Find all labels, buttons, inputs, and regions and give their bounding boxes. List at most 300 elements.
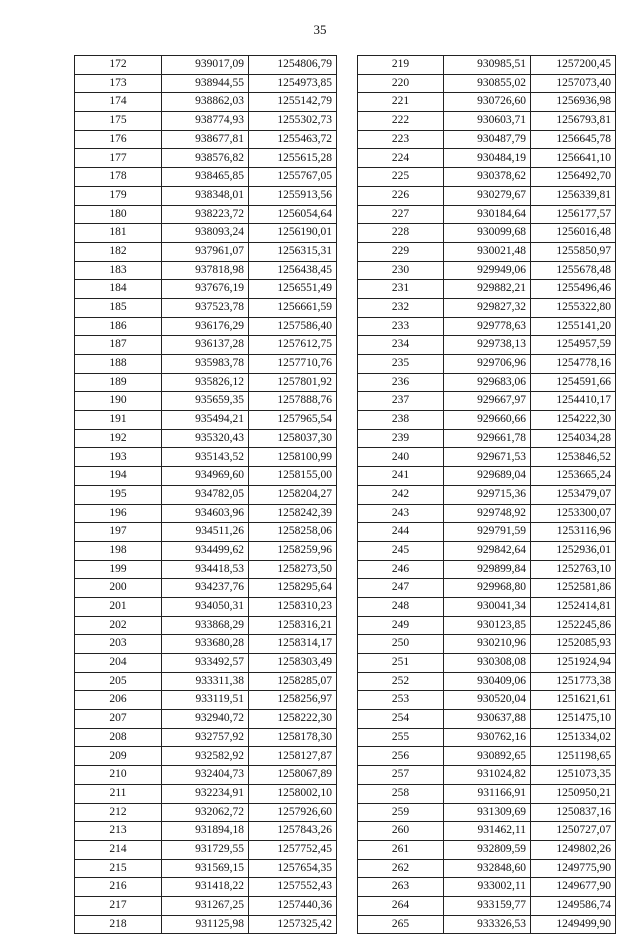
point-number-cell: 264 [358, 896, 444, 915]
y-coordinate-cell: 1258295,64 [249, 579, 337, 598]
y-coordinate-cell: 1258067,89 [249, 766, 337, 785]
coordinates-table-right-body [358, 56, 616, 934]
y-coordinate-cell: 1256645,78 [531, 130, 616, 149]
table-row [358, 74, 616, 93]
table-row [358, 355, 616, 374]
table-row [75, 224, 337, 243]
y-coordinate-cell: 1255322,80 [531, 298, 616, 317]
point-number-cell: 175 [75, 112, 162, 131]
point-number-cell: 228 [358, 224, 444, 243]
point-number-cell: 198 [75, 541, 162, 560]
point-number-cell: 200 [75, 579, 162, 598]
y-coordinate-cell: 1257888,76 [249, 392, 337, 411]
point-number-cell: 212 [75, 803, 162, 822]
table-row [358, 467, 616, 486]
point-number-cell: 176 [75, 130, 162, 149]
x-coordinate-cell: 934499,62 [162, 541, 249, 560]
x-coordinate-cell: 931125,98 [162, 915, 249, 934]
coordinates-table-left-body [75, 56, 337, 934]
table-row [358, 168, 616, 187]
x-coordinate-cell: 932757,92 [162, 728, 249, 747]
point-number-cell: 231 [358, 280, 444, 299]
y-coordinate-cell: 1258100,99 [249, 448, 337, 467]
table-row [75, 392, 337, 411]
point-number-cell: 232 [358, 298, 444, 317]
y-coordinate-cell: 1250837,16 [531, 803, 616, 822]
point-number-cell: 250 [358, 635, 444, 654]
x-coordinate-cell: 933159,77 [444, 896, 531, 915]
table-row [358, 112, 616, 131]
point-number-cell: 224 [358, 149, 444, 168]
point-number-cell: 246 [358, 560, 444, 579]
y-coordinate-cell: 1255913,56 [249, 186, 337, 205]
x-coordinate-cell: 930726,60 [444, 93, 531, 112]
table-row [358, 840, 616, 859]
x-coordinate-cell: 938465,85 [162, 168, 249, 187]
x-coordinate-cell: 936137,28 [162, 336, 249, 355]
point-number-cell: 258 [358, 784, 444, 803]
table-row [75, 168, 337, 187]
x-coordinate-cell: 933868,29 [162, 616, 249, 635]
y-coordinate-cell: 1257801,92 [249, 373, 337, 392]
y-coordinate-cell: 1254957,59 [531, 336, 616, 355]
table-row [358, 766, 616, 785]
table-row [358, 93, 616, 112]
x-coordinate-cell: 930409,06 [444, 672, 531, 691]
table-row [75, 579, 337, 598]
point-number-cell: 192 [75, 429, 162, 448]
y-coordinate-cell: 1256551,49 [249, 280, 337, 299]
table-row [75, 298, 337, 317]
y-coordinate-cell: 1256492,70 [531, 168, 616, 187]
point-number-cell: 235 [358, 355, 444, 374]
point-number-cell: 248 [358, 597, 444, 616]
table-row [358, 130, 616, 149]
x-coordinate-cell: 931894,18 [162, 822, 249, 841]
table-row [75, 411, 337, 430]
y-coordinate-cell: 1255302,73 [249, 112, 337, 131]
table-row [358, 149, 616, 168]
y-coordinate-cell: 1254034,28 [531, 429, 616, 448]
x-coordinate-cell: 938774,93 [162, 112, 249, 131]
x-coordinate-cell: 929671,53 [444, 448, 531, 467]
table-row [75, 766, 337, 785]
x-coordinate-cell: 929842,64 [444, 541, 531, 560]
point-number-cell: 221 [358, 93, 444, 112]
point-number-cell: 256 [358, 747, 444, 766]
point-number-cell: 194 [75, 467, 162, 486]
table-row [358, 448, 616, 467]
point-number-cell: 215 [75, 859, 162, 878]
x-coordinate-cell: 934782,05 [162, 485, 249, 504]
point-number-cell: 204 [75, 654, 162, 673]
y-coordinate-cell: 1257612,75 [249, 336, 337, 355]
point-number-cell: 241 [358, 467, 444, 486]
x-coordinate-cell: 929667,97 [444, 392, 531, 411]
x-coordinate-cell: 938944,55 [162, 74, 249, 93]
table-row [358, 242, 616, 261]
point-number-cell: 185 [75, 298, 162, 317]
y-coordinate-cell: 1258273,50 [249, 560, 337, 579]
y-coordinate-cell: 1255850,97 [531, 242, 616, 261]
x-coordinate-cell: 934418,53 [162, 560, 249, 579]
x-coordinate-cell: 938677,81 [162, 130, 249, 149]
y-coordinate-cell: 1255678,48 [531, 261, 616, 280]
point-number-cell: 188 [75, 355, 162, 374]
x-coordinate-cell: 932809,59 [444, 840, 531, 859]
point-number-cell: 249 [358, 616, 444, 635]
x-coordinate-cell: 930855,02 [444, 74, 531, 93]
y-coordinate-cell: 1257325,42 [249, 915, 337, 934]
x-coordinate-cell: 931418,22 [162, 878, 249, 897]
x-coordinate-cell: 931267,25 [162, 896, 249, 915]
y-coordinate-cell: 1254973,85 [249, 74, 337, 93]
point-number-cell: 183 [75, 261, 162, 280]
y-coordinate-cell: 1251621,61 [531, 691, 616, 710]
point-number-cell: 243 [358, 504, 444, 523]
x-coordinate-cell: 930210,96 [444, 635, 531, 654]
y-coordinate-cell: 1258258,06 [249, 523, 337, 542]
point-number-cell: 238 [358, 411, 444, 430]
y-coordinate-cell: 1253846,52 [531, 448, 616, 467]
point-number-cell: 203 [75, 635, 162, 654]
table-row [358, 541, 616, 560]
table-row [358, 373, 616, 392]
y-coordinate-cell: 1257965,54 [249, 411, 337, 430]
x-coordinate-cell: 935320,43 [162, 429, 249, 448]
y-coordinate-cell: 1249499,90 [531, 915, 616, 934]
y-coordinate-cell: 1256054,64 [249, 205, 337, 224]
point-number-cell: 245 [358, 541, 444, 560]
table-row [75, 654, 337, 673]
x-coordinate-cell: 933119,51 [162, 691, 249, 710]
y-coordinate-cell: 1257552,43 [249, 878, 337, 897]
table-row [358, 878, 616, 897]
point-number-cell: 172 [75, 56, 162, 75]
table-row [358, 523, 616, 542]
y-coordinate-cell: 1253116,96 [531, 523, 616, 542]
y-coordinate-cell: 1258204,27 [249, 485, 337, 504]
table-row [358, 784, 616, 803]
x-coordinate-cell: 938093,24 [162, 224, 249, 243]
point-number-cell: 197 [75, 523, 162, 542]
x-coordinate-cell: 939017,09 [162, 56, 249, 75]
page-number: 35 [313, 22, 327, 37]
x-coordinate-cell: 930762,16 [444, 728, 531, 747]
x-coordinate-cell: 935983,78 [162, 355, 249, 374]
y-coordinate-cell: 1258259,96 [249, 541, 337, 560]
point-number-cell: 223 [358, 130, 444, 149]
x-coordinate-cell: 933492,57 [162, 654, 249, 673]
table-row [75, 822, 337, 841]
table-row [75, 616, 337, 635]
point-number-cell: 265 [358, 915, 444, 934]
point-number-cell: 222 [358, 112, 444, 131]
point-number-cell: 214 [75, 840, 162, 859]
y-coordinate-cell: 1251334,02 [531, 728, 616, 747]
point-number-cell: 260 [358, 822, 444, 841]
table-row [75, 317, 337, 336]
table-row [358, 429, 616, 448]
y-coordinate-cell: 1258127,87 [249, 747, 337, 766]
point-number-cell: 217 [75, 896, 162, 915]
y-coordinate-cell: 1249586,74 [531, 896, 616, 915]
x-coordinate-cell: 931024,82 [444, 766, 531, 785]
x-coordinate-cell: 932582,92 [162, 747, 249, 766]
x-coordinate-cell: 929715,36 [444, 485, 531, 504]
table-row [75, 149, 337, 168]
point-number-cell: 247 [358, 579, 444, 598]
point-number-cell: 202 [75, 616, 162, 635]
point-number-cell: 213 [75, 822, 162, 841]
point-number-cell: 189 [75, 373, 162, 392]
table-row [75, 130, 337, 149]
x-coordinate-cell: 934969,60 [162, 467, 249, 486]
y-coordinate-cell: 1255496,46 [531, 280, 616, 299]
x-coordinate-cell: 933002,11 [444, 878, 531, 897]
table-row [75, 672, 337, 691]
table-row [358, 411, 616, 430]
table-row [358, 803, 616, 822]
point-number-cell: 193 [75, 448, 162, 467]
x-coordinate-cell: 929899,84 [444, 560, 531, 579]
table-row [358, 859, 616, 878]
table-row [75, 242, 337, 261]
coordinates-table-right [357, 55, 616, 934]
x-coordinate-cell: 930123,85 [444, 616, 531, 635]
point-number-cell: 242 [358, 485, 444, 504]
y-coordinate-cell: 1256641,10 [531, 149, 616, 168]
y-coordinate-cell: 1257586,40 [249, 317, 337, 336]
y-coordinate-cell: 1256339,81 [531, 186, 616, 205]
y-coordinate-cell: 1256016,48 [531, 224, 616, 243]
x-coordinate-cell: 938223,72 [162, 205, 249, 224]
y-coordinate-cell: 1252414,81 [531, 597, 616, 616]
x-coordinate-cell: 929882,21 [444, 280, 531, 299]
x-coordinate-cell: 933311,38 [162, 672, 249, 691]
point-number-cell: 229 [358, 242, 444, 261]
point-number-cell: 253 [358, 691, 444, 710]
x-coordinate-cell: 929683,06 [444, 373, 531, 392]
x-coordinate-cell: 930041,34 [444, 597, 531, 616]
y-coordinate-cell: 1251773,38 [531, 672, 616, 691]
table-row [75, 261, 337, 280]
y-coordinate-cell: 1257200,45 [531, 56, 616, 75]
point-number-cell: 225 [358, 168, 444, 187]
table-row [358, 654, 616, 673]
x-coordinate-cell: 932940,72 [162, 710, 249, 729]
table-row [75, 803, 337, 822]
table-row [75, 878, 337, 897]
table-row [358, 224, 616, 243]
table-row [75, 448, 337, 467]
x-coordinate-cell: 936176,29 [162, 317, 249, 336]
x-coordinate-cell: 934603,96 [162, 504, 249, 523]
table-row [75, 112, 337, 131]
table-row [75, 504, 337, 523]
x-coordinate-cell: 930484,19 [444, 149, 531, 168]
x-coordinate-cell: 930487,79 [444, 130, 531, 149]
table-row [75, 523, 337, 542]
table-row [75, 840, 337, 859]
x-coordinate-cell: 937818,98 [162, 261, 249, 280]
point-number-cell: 191 [75, 411, 162, 430]
y-coordinate-cell: 1254806,79 [249, 56, 337, 75]
y-coordinate-cell: 1253479,07 [531, 485, 616, 504]
y-coordinate-cell: 1257752,45 [249, 840, 337, 859]
point-number-cell: 182 [75, 242, 162, 261]
table-row [75, 859, 337, 878]
point-number-cell: 186 [75, 317, 162, 336]
table-row [75, 560, 337, 579]
table-row [75, 93, 337, 112]
table-row [358, 336, 616, 355]
y-coordinate-cell: 1256177,57 [531, 205, 616, 224]
table-row [358, 822, 616, 841]
y-coordinate-cell: 1257073,40 [531, 74, 616, 93]
x-coordinate-cell: 934050,31 [162, 597, 249, 616]
y-coordinate-cell: 1252581,86 [531, 579, 616, 598]
point-number-cell: 179 [75, 186, 162, 205]
y-coordinate-cell: 1256793,81 [531, 112, 616, 131]
y-coordinate-cell: 1258178,30 [249, 728, 337, 747]
y-coordinate-cell: 1256190,01 [249, 224, 337, 243]
point-number-cell: 178 [75, 168, 162, 187]
table-row [75, 915, 337, 934]
point-number-cell: 177 [75, 149, 162, 168]
point-number-cell: 220 [358, 74, 444, 93]
point-number-cell: 199 [75, 560, 162, 579]
table-row [358, 691, 616, 710]
y-coordinate-cell: 1251475,10 [531, 710, 616, 729]
x-coordinate-cell: 932234,91 [162, 784, 249, 803]
table-row [358, 579, 616, 598]
table-row [358, 317, 616, 336]
y-coordinate-cell: 1257440,36 [249, 896, 337, 915]
y-coordinate-cell: 1257710,76 [249, 355, 337, 374]
table-row [75, 56, 337, 75]
y-coordinate-cell: 1249677,90 [531, 878, 616, 897]
y-coordinate-cell: 1252763,10 [531, 560, 616, 579]
table-row [358, 485, 616, 504]
x-coordinate-cell: 930520,04 [444, 691, 531, 710]
point-number-cell: 239 [358, 429, 444, 448]
point-number-cell: 254 [358, 710, 444, 729]
y-coordinate-cell: 1257843,26 [249, 822, 337, 841]
x-coordinate-cell: 929791,59 [444, 523, 531, 542]
x-coordinate-cell: 934237,76 [162, 579, 249, 598]
table-row [358, 298, 616, 317]
x-coordinate-cell: 929949,06 [444, 261, 531, 280]
point-number-cell: 208 [75, 728, 162, 747]
y-coordinate-cell: 1258037,30 [249, 429, 337, 448]
table-row [358, 392, 616, 411]
point-number-cell: 209 [75, 747, 162, 766]
point-number-cell: 184 [75, 280, 162, 299]
point-number-cell: 255 [358, 728, 444, 747]
table-row [75, 205, 337, 224]
table-row [358, 205, 616, 224]
x-coordinate-cell: 929706,96 [444, 355, 531, 374]
y-coordinate-cell: 1255141,20 [531, 317, 616, 336]
y-coordinate-cell: 1258242,39 [249, 504, 337, 523]
point-number-cell: 205 [75, 672, 162, 691]
y-coordinate-cell: 1252936,01 [531, 541, 616, 560]
x-coordinate-cell: 930892,65 [444, 747, 531, 766]
x-coordinate-cell: 931729,55 [162, 840, 249, 859]
point-number-cell: 259 [358, 803, 444, 822]
table-row [358, 261, 616, 280]
table-row [358, 560, 616, 579]
point-number-cell: 219 [358, 56, 444, 75]
y-coordinate-cell: 1254222,30 [531, 411, 616, 430]
point-number-cell: 210 [75, 766, 162, 785]
y-coordinate-cell: 1258303,49 [249, 654, 337, 673]
y-coordinate-cell: 1255142,79 [249, 93, 337, 112]
x-coordinate-cell: 933680,28 [162, 635, 249, 654]
x-coordinate-cell: 931569,15 [162, 859, 249, 878]
x-coordinate-cell: 929689,04 [444, 467, 531, 486]
table-row [358, 597, 616, 616]
point-number-cell: 173 [75, 74, 162, 93]
y-coordinate-cell: 1249802,26 [531, 840, 616, 859]
y-coordinate-cell: 1255767,05 [249, 168, 337, 187]
point-number-cell: 257 [358, 766, 444, 785]
y-coordinate-cell: 1258316,21 [249, 616, 337, 635]
table-row [75, 597, 337, 616]
x-coordinate-cell: 933326,53 [444, 915, 531, 934]
x-coordinate-cell: 932848,60 [444, 859, 531, 878]
y-coordinate-cell: 1252085,93 [531, 635, 616, 654]
x-coordinate-cell: 938348,01 [162, 186, 249, 205]
y-coordinate-cell: 1251198,65 [531, 747, 616, 766]
table-row [358, 56, 616, 75]
table-row [358, 635, 616, 654]
table-row [75, 784, 337, 803]
table-row [358, 186, 616, 205]
table-row [358, 710, 616, 729]
y-coordinate-cell: 1256438,45 [249, 261, 337, 280]
point-number-cell: 230 [358, 261, 444, 280]
table-row [75, 186, 337, 205]
table-row [75, 635, 337, 654]
point-number-cell: 240 [358, 448, 444, 467]
y-coordinate-cell: 1253665,24 [531, 467, 616, 486]
point-number-cell: 262 [358, 859, 444, 878]
table-row [75, 280, 337, 299]
x-coordinate-cell: 935826,12 [162, 373, 249, 392]
table-row [358, 728, 616, 747]
table-row [75, 485, 337, 504]
table-row [75, 541, 337, 560]
x-coordinate-cell: 930985,51 [444, 56, 531, 75]
y-coordinate-cell: 1253300,07 [531, 504, 616, 523]
x-coordinate-cell: 930021,48 [444, 242, 531, 261]
x-coordinate-cell: 929661,78 [444, 429, 531, 448]
point-number-cell: 236 [358, 373, 444, 392]
point-number-cell: 190 [75, 392, 162, 411]
x-coordinate-cell: 930308,08 [444, 654, 531, 673]
y-coordinate-cell: 1251073,35 [531, 766, 616, 785]
table-row [358, 915, 616, 934]
x-coordinate-cell: 930184,64 [444, 205, 531, 224]
point-number-cell: 237 [358, 392, 444, 411]
x-coordinate-cell: 931166,91 [444, 784, 531, 803]
point-number-cell: 226 [358, 186, 444, 205]
x-coordinate-cell: 932062,72 [162, 803, 249, 822]
table-row [75, 336, 337, 355]
y-coordinate-cell: 1258256,97 [249, 691, 337, 710]
